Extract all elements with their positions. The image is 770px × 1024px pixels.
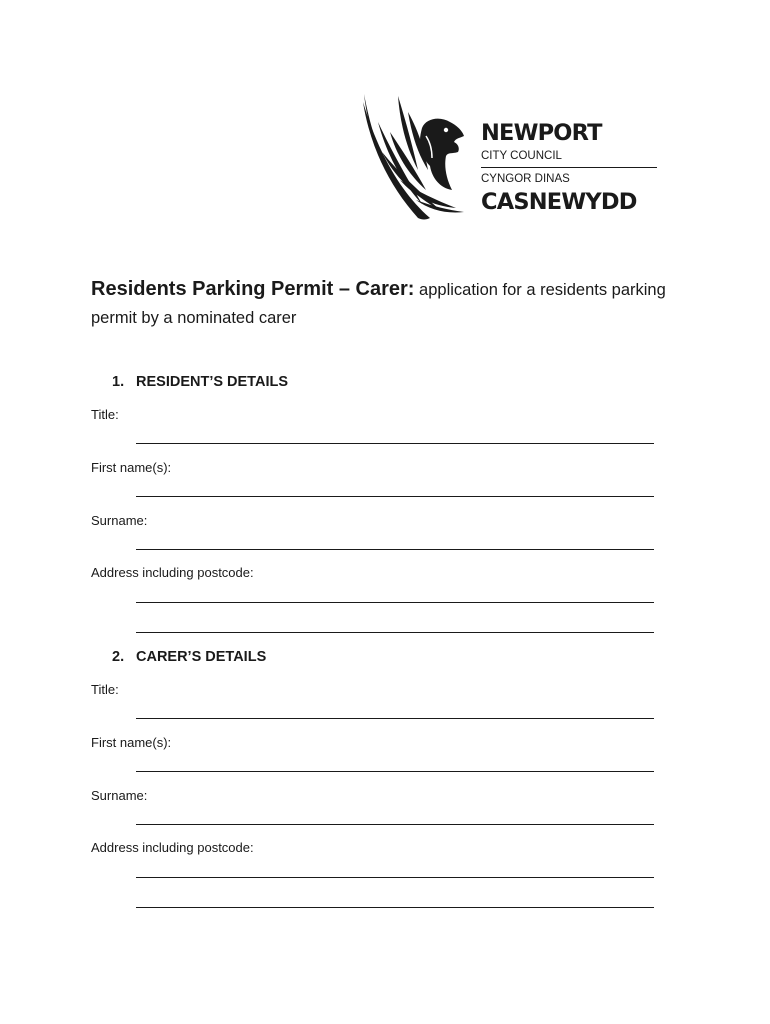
resident-title-label: Title: — [91, 407, 119, 422]
carer-address-label: Address including postcode: — [91, 840, 254, 855]
winged-lion-emblem-icon — [360, 92, 475, 222]
logo-subtitle-english: CITY COUNCIL — [481, 150, 562, 162]
council-logo — [360, 92, 660, 224]
resident-first-names-field[interactable] — [136, 496, 654, 497]
carer-address-field-line-2[interactable] — [136, 907, 654, 908]
section-heading-carer — [112, 649, 266, 665]
logo-divider — [481, 167, 657, 168]
form-description: application for a residents parking permit by a nominated carer — [91, 281, 666, 327]
carer-address-field-line-1[interactable] — [136, 877, 654, 878]
section-heading-resident — [112, 374, 288, 390]
form-heading — [91, 275, 691, 332]
resident-address-label: Address including postcode: — [91, 565, 254, 580]
logo-name-welsh: CASNEWYDD — [481, 189, 637, 215]
form-title: Residents Parking Permit – Carer: — [91, 278, 415, 300]
carer-first-names-label: First name(s): — [91, 735, 172, 750]
logo-name-english: NEWPORT — [481, 120, 602, 146]
resident-first-names-label: First name(s): — [91, 460, 172, 475]
resident-surname-field[interactable] — [136, 549, 654, 550]
logo-subtitle-welsh: CYNGOR DINAS — [481, 173, 570, 185]
resident-title-field[interactable] — [136, 443, 654, 444]
carer-surname-label: Surname: — [91, 788, 148, 803]
carer-title-label: Title: — [91, 682, 119, 697]
carer-surname-field[interactable] — [136, 824, 654, 825]
resident-address-field-line-2[interactable] — [136, 632, 654, 633]
carer-title-field[interactable] — [136, 718, 654, 719]
section-number: 1. — [112, 374, 125, 390]
resident-surname-label: Surname: — [91, 513, 148, 528]
section-number: 2. — [112, 649, 125, 665]
carer-first-names-field[interactable] — [136, 771, 654, 772]
section-title: CARER’S DETAILS — [136, 649, 267, 665]
section-title: RESIDENT’S DETAILS — [136, 374, 288, 390]
resident-address-field-line-1[interactable] — [136, 602, 654, 603]
